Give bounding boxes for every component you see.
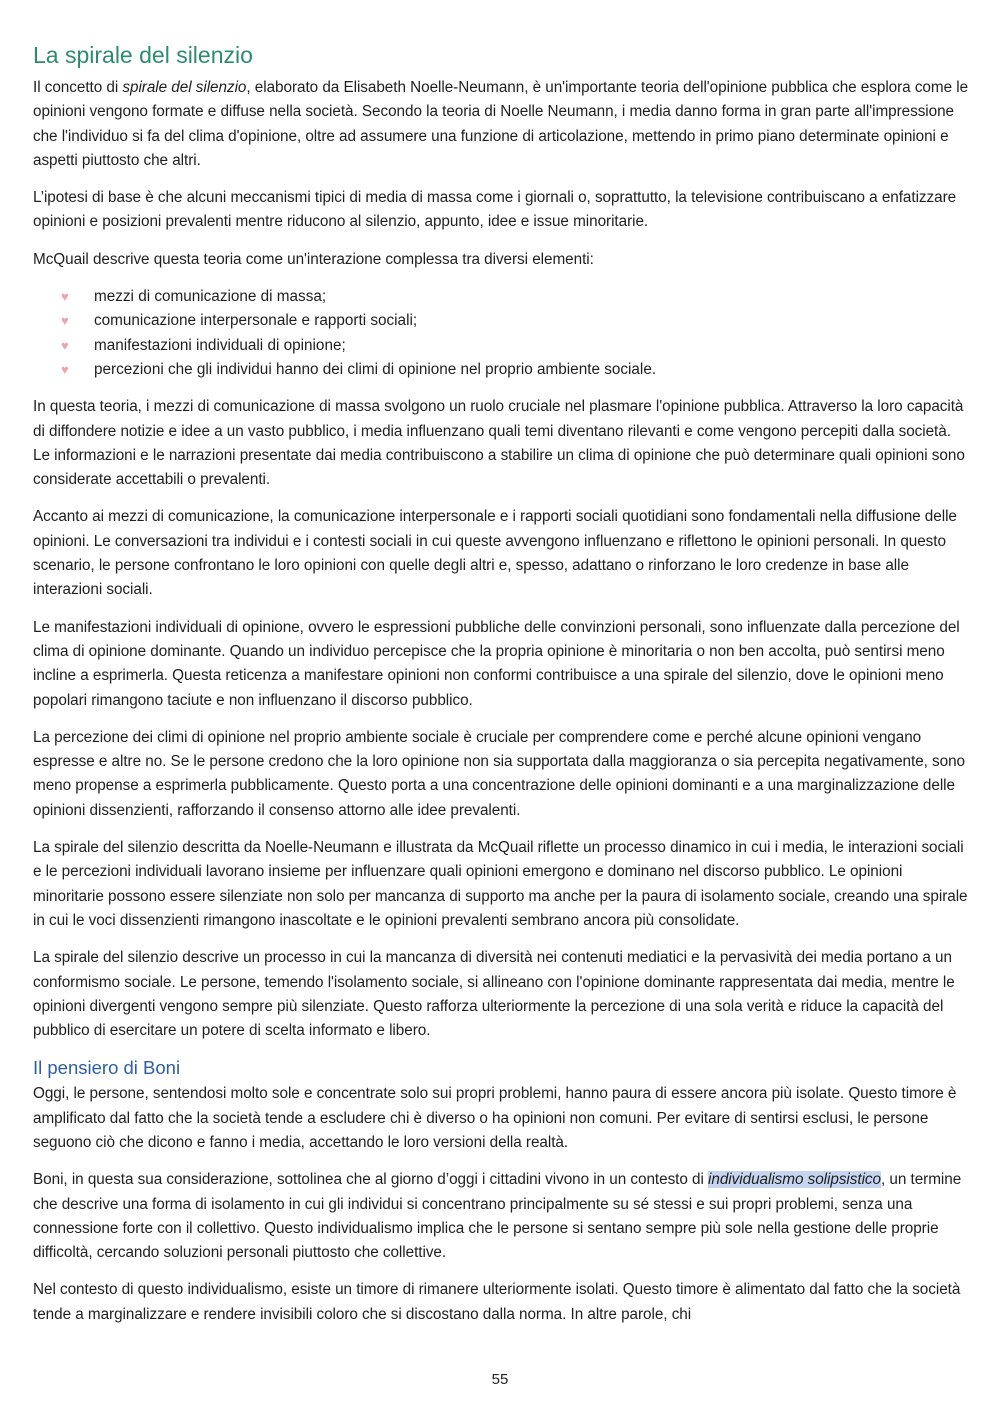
list-item-text: mezzi di comunicazione di massa;: [94, 288, 327, 306]
paragraph-text: Boni, in questa sua considerazione, sottolinea che al giorno d’oggi i cittadini vivono in un contesto di: [33, 1171, 709, 1189]
list-item-text: comunicazione interpersonale e rapporti sociali;: [94, 312, 418, 330]
paragraph-text: Il concetto di: [33, 79, 123, 96]
paragraph-processo-dinamico: La spirale del silenzio descritta da Noelle-Neumann e illustrata da McQuail riflette un processo dinamico in cui i media, le interazioni sociali e le percezioni individuali lavorano insieme per influenzare quali opinioni emergono e dominano nel discorso pubblico. Le opinioni minoritarie possono essere silenziate non solo per mancanza di supporto ma anche per la paura di isolamento sociale, creando una spirale in cui le voci dissenzienti rimangono inascoltate e le opinioni prevalenti sembrano ancora più consolidate.: [33, 839, 968, 929]
heart-bullet-icon: ♥: [61, 289, 69, 305]
bullet-list: [33, 285, 969, 382]
highlighted-term[interactable]: individualismo solipsistico: [708, 1171, 881, 1189]
paragraph-manifestazioni: Le manifestazioni individuali di opinione, ovvero le espressioni pubbliche delle convinzioni personali, sono influenzate dalla percezione del clima di opinione dominante. Quando un individuo percepisce che la propria opinione è minoritaria o non ben accolta, può sentirsi meno incline a esprimerla. Questa reticenza a manifestare opinioni non conformi contribuisce a una spirale del silenzio, dove le opinioni meno popolari rimangono taciute e non influenzano il discorso pubblico.: [33, 618, 960, 709]
paragraph-intro: [33, 76, 969, 173]
heart-bullet-icon: ♥: [61, 313, 69, 329]
paragraph-conformismo: La spirale del silenzio descrive un processo in cui la mancanza di diversità nei contenuti mediatici e la pervasività dei media portano a un conformismo sociale. Le persone, temendo l'isolamento sociale, si allineano con l'opinione dominante rappresentata dai media, mentre le opinioni divergenti vengono sempre più silenziate. Questo rafforza ulteriormente la percezione di una sola verità e riduce la capacità del pubblico di esercitare un potere di scelta informato e libero.: [33, 949, 955, 1040]
paragraph-timore: Nel contesto di questo individualismo, esiste un timore di rimanere ulteriormente isolati. Questo timore è alimentato dal fatto che la società tende a marginalizzare e rendere invisibili coloro che si discostano dalla norma. In altre parole, chi: [33, 1281, 961, 1323]
heart-bullet-icon: ♥: [61, 361, 69, 377]
paragraph-mcquail: McQuail descrive questa teoria come un'interazione complessa tra diversi elementi:: [33, 250, 594, 268]
list-item: [61, 285, 969, 309]
section-title-spirale: La spirale del silenzio: [33, 42, 253, 68]
italic-term: spirale del silenzio: [122, 79, 247, 96]
list-item: [61, 309, 969, 333]
paragraph-boni-intro: Oggi, le persone, sentendosi molto sole e concentrate solo sui propri problemi, hanno paura di essere ancora più isolate. Questo timore è amplificato dal fatto che la società tende a escludere chi è diverso o ha opinioni non comuni. Per evitare di sentirsi esclusi, le persone seguono ciò che dicono e fanno i media, accettando le loro versioni della realtà.: [33, 1085, 957, 1151]
section-title-boni: Il pensiero di Boni: [33, 1057, 181, 1079]
heart-bullet-icon: ♥: [61, 337, 69, 353]
paragraph-individualismo: [33, 1168, 969, 1265]
paragraph-mezzi: In questa teoria, i mezzi di comunicazione di massa svolgono un ruolo cruciale nel plasmare l'opinione pubblica. Attraverso la loro capacità di diffondere notizie e idee a un vasto pubblico, i media influenzano quali temi diventano rilevanti e come vengono percepiti dalla società. Le informazioni e le narrazioni presentate dai media contribuiscono a stabilire un clima di opinione che può determinare quali opinioni sono considerate accettabili o prevalenti.: [33, 398, 965, 489]
page-content: [33, 40, 969, 1340]
list-item-text: manifestazioni individuali di opinione;: [94, 336, 346, 354]
paragraph-percezione: La percezione dei climi di opinione nel proprio ambiente sociale è cruciale per comprendere come e perché alcune opinioni vengano espresse e altre no. Se le persone credono che la loro opinione non sia supportata dalla maggioranza o sia percepita negativamente, sono meno propense a esprimerla pubblicamente. Questo porta a una concentrazione delle opinioni dominanti e a una marginalizzazione delle opinioni dissenzienti, rafforzando il consenso attorno alle idee prevalenti.: [33, 728, 966, 819]
list-item-text: percezioni che gli individui hanno dei climi di opinione nel proprio ambiente sociale.: [94, 360, 657, 378]
paragraph-interpersonale: Accanto ai mezzi di comunicazione, la comunicazione interpersonale e i rapporti sociali quotidiani sono fondamentali nella diffusione delle opinioni. Le conversazioni tra individui e i contesti sociali in cui queste avvengono influenzano e riflettono le opinioni personali. In questo scenario, le persone confrontano le loro opinioni con quelle degli altri e, spesso, adattano o rinforzano le loro credenze in base alle interazioni sociali.: [33, 508, 957, 599]
list-item: [61, 334, 969, 358]
page-number: 55: [491, 1371, 509, 1388]
paragraph-ipotesi: L’ipotesi di base è che alcuni meccanismi tipici di media di massa come i giornali o, soprattutto, la televisione contribuiscano a enfatizzare opinioni e posizioni prevalenti mentre riducono al silenzio, appunto, idee e issue minoritarie.: [33, 189, 957, 231]
paragraph-text: , elaborato da Elisabeth Noelle-Neumann, è un'importante teoria dell'opinione pubblica che esplora come le opinioni vengono formate e diffuse nella società. Secondo la teoria di Noelle Neumann, i media danno forma in gran parte all'impressione che l'individuo si fa del clima d'opinione, oltre ad assumere una funzione di articolazione, mettendo in primo piano determinate opinioni e aspetti piuttosto che altri.: [33, 79, 969, 169]
paragraph-text: , un termine che descrive una forma di isolamento in cui gli individui si concentrano principalmente su sé stessi e sui propri problemi, senza una connessione forte con il collettivo. Questo individualismo implica che le persone si sentano sempre più sole nella gestione delle proprie difficoltà, cercando soluzioni personali piuttosto che collettive.: [33, 1171, 962, 1262]
list-item: [61, 358, 969, 382]
